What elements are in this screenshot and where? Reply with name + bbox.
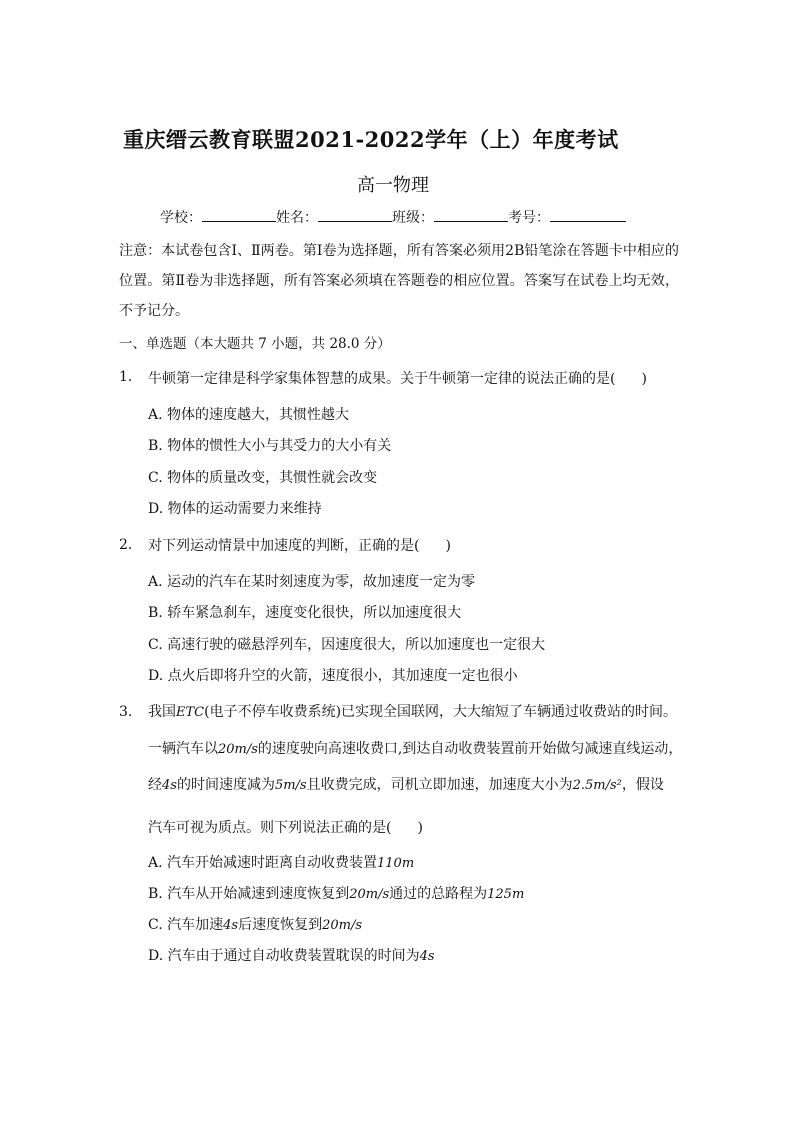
exam-no-blank[interactable] (550, 207, 626, 222)
option-text: D. 汽车由于通过自动收费装置耽误的时间为 (148, 948, 420, 964)
q3-text: 经 (148, 777, 162, 793)
option-math: 4s (419, 949, 435, 964)
question-3-line-2 (148, 738, 682, 758)
question-3-line-1 (148, 701, 677, 721)
question-2-option-d[interactable]: D. 点火后即将升空的火箭，速度很小，其加速度一定也很小 (148, 668, 518, 684)
question-3-line-4 (148, 817, 423, 837)
option-math: 4s (223, 918, 239, 933)
student-info-line (160, 207, 626, 227)
school-blank[interactable] (202, 207, 276, 222)
q3-text: 的时间速度减为 (176, 777, 275, 793)
question-2-text: 对下列运动情景中加速度的判断，正确的是( (148, 538, 420, 554)
answer-paren-close: ) (641, 371, 647, 387)
question-1-text: 牛顿第一定律是科学家集体智慧的成果。关于牛顿第一定律的说法正确的是( (148, 371, 616, 387)
question-3-option-d[interactable] (148, 945, 435, 965)
name-blank[interactable] (318, 207, 392, 222)
question-3-text: 汽车可视为质点。则下列说法正确的是( (148, 820, 392, 836)
exam-title: 重庆缙云教育联盟2021-2022学年（上）年度考试 (123, 127, 619, 152)
notice-paragraph: 注意：本试卷包含Ⅰ、Ⅱ两卷。第Ⅰ卷为选择题，所有答案必须用2B铅笔涂在答题卡中相应的位置。第Ⅱ卷为非选择题，所有答案必须填在答题卷的相应位置。答案写在试卷上均无效，不予记分。 (119, 243, 679, 319)
q3-text: 一辆汽车以 (148, 741, 218, 757)
section-heading: 一、单选题（本大题共 7 小题，共 28.0 分） (119, 336, 391, 352)
question-3-option-b[interactable] (148, 883, 524, 903)
q3-text: ，假设 (621, 777, 664, 793)
option-text: 后速度恢复到 (238, 917, 323, 933)
option-math: 20m/s (322, 918, 362, 933)
exam-subtitle: 高一物理 (357, 175, 429, 196)
question-2-stem (148, 535, 451, 555)
q3-text: 的速度驶向高速收费口,到达自动收费装置前开始做匀减速直线运动， (257, 741, 683, 757)
name-label: 姓名： (276, 210, 318, 226)
question-1-option-d[interactable]: D. 物体的运动需要力来维持 (148, 501, 322, 517)
question-1-option-b[interactable]: B. 物体的惯性大小与其受力的大小有关 (148, 438, 392, 454)
answer-paren-close: ) (417, 820, 423, 836)
q3-math: 5m/s (274, 778, 307, 793)
question-1-option-a[interactable]: A. 物体的速度越大，其惯性越大 (148, 407, 350, 423)
q3-text: (电子不停车收费系统)已实现全国联网，大大缩短了车辆通过收费站的时间。 (204, 704, 678, 720)
q3-math: ETC (176, 705, 205, 720)
option-math: 20m/s (349, 887, 390, 902)
class-label: 班级： (392, 210, 434, 226)
question-2-option-a[interactable]: A. 运动的汽车在某时刻速度为零，故加速度一定为零 (148, 574, 476, 590)
question-3-line-3 (148, 774, 664, 794)
option-math: 110m (377, 856, 415, 871)
question-2-option-c[interactable]: C. 高速行驶的磁悬浮列车，因速度很大，所以加速度也一定很大 (148, 637, 546, 653)
option-text: C. 汽车加速 (148, 917, 224, 933)
question-2-number: 2. (119, 537, 133, 553)
question-3-option-c[interactable] (148, 914, 362, 934)
question-1-option-c[interactable]: C. 物体的质量改变，其惯性就会改变 (148, 470, 378, 486)
q3-math: 20m/s (218, 742, 258, 757)
class-blank[interactable] (434, 207, 508, 222)
answer-paren-close: ) (445, 538, 451, 554)
question-1-stem (148, 368, 647, 388)
question-3-number: 3. (119, 704, 133, 720)
option-text: B. 汽车从开始减速到速度恢复到 (148, 886, 350, 902)
option-text: 通过的总路程为 (389, 886, 488, 902)
q3-math: 2.5m/s² (572, 778, 622, 793)
option-math: 125m (487, 887, 525, 902)
school-label: 学校： (160, 210, 202, 226)
exam-no-label: 考号： (508, 210, 550, 226)
question-1-number: 1. (119, 369, 133, 385)
q3-math: 4s (162, 778, 177, 793)
q3-text: 且收费完成，司机立即加速，加速度大小为 (306, 777, 573, 793)
question-2-option-b[interactable]: B. 轿车紧急刹车，速度变化很快，所以加速度很大 (148, 605, 462, 621)
q3-text: 我国 (148, 704, 176, 720)
question-3-option-a[interactable] (148, 852, 414, 872)
option-text: A. 汽车开始减速时距离自动收费装置 (148, 855, 378, 871)
